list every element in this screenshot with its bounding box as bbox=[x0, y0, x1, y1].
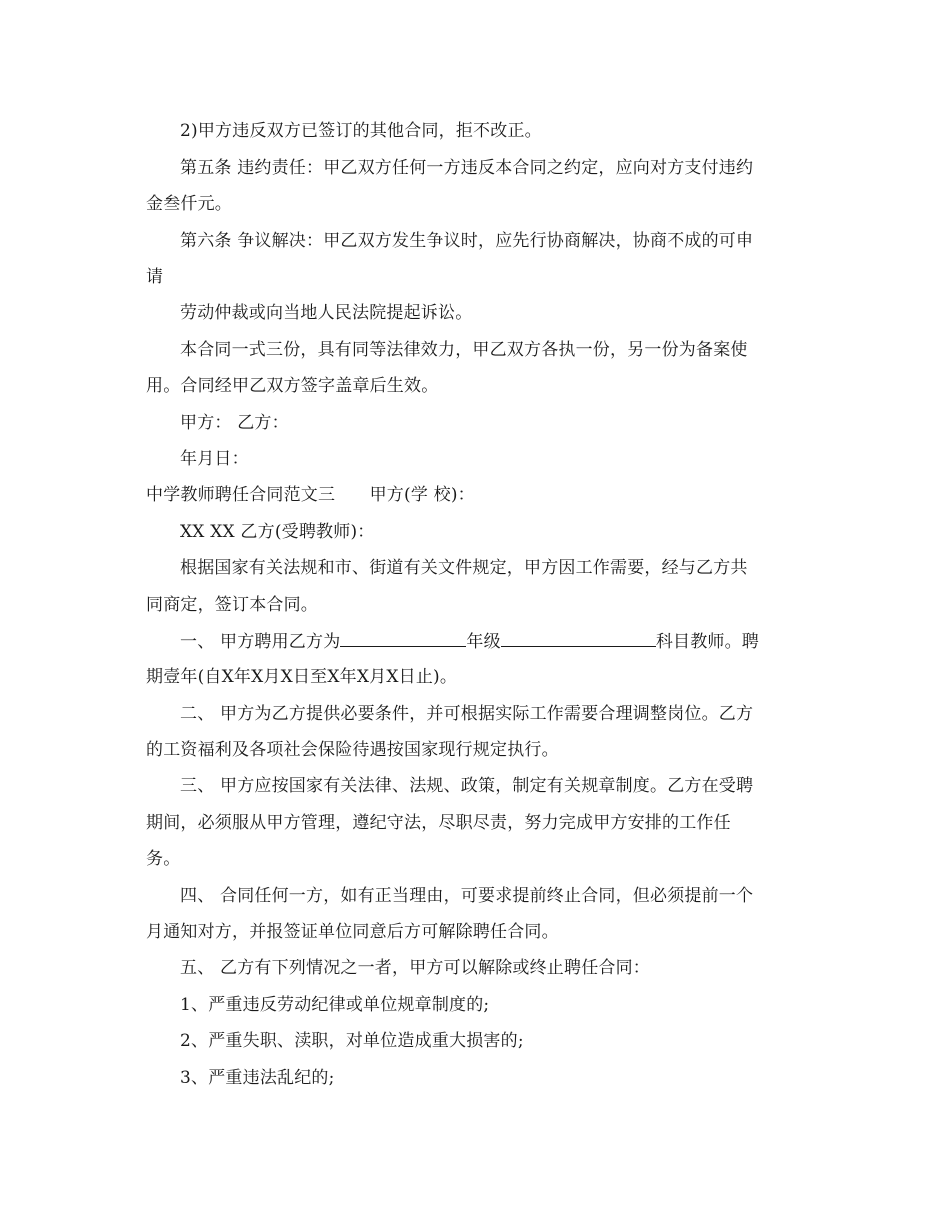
date-line: 年月日： bbox=[180, 449, 249, 469]
grade-blank bbox=[340, 630, 466, 647]
paragraph-line: 的工资福利及各项社会保险待遇按国家现行规定执行。 bbox=[146, 740, 559, 760]
paragraph-line-with-blanks bbox=[180, 630, 759, 653]
list-item: 2、严重失职、渎职，对单位造成重大损害的; bbox=[180, 1031, 524, 1051]
list-item: 1、严重违反劳动纪律或单位规章制度的; bbox=[180, 995, 490, 1015]
paragraph-line: 本合同一式三份，具有同等法律效力，甲乙双方各执一份，另一份为备案使 bbox=[180, 340, 748, 360]
paragraph-line: 月通知对方，并报签证单位同意后方可解除聘任合同。 bbox=[146, 922, 559, 942]
paragraph-line: 请 bbox=[146, 267, 164, 287]
subject-blank bbox=[501, 630, 656, 647]
paragraph-line: 2)甲方违反双方已签订的其他合同，拒不改正。 bbox=[180, 121, 542, 141]
section-title: 中学教师聘任合同范文三 甲方(学 校)： bbox=[146, 485, 475, 505]
clause-text: 科目教师。聘 bbox=[655, 632, 760, 652]
paragraph-line: 根据国家有关法规和市、街道有关文件规定，甲方因工作需要，经与乙方共 bbox=[180, 558, 748, 578]
paragraph-line: 四、 合同任何一方，如有正当理由，可要求提前终止合同，但必须提前一个 bbox=[180, 886, 754, 906]
paragraph-line: 三、 甲方应按国家有关法律、法规、政策，制定有关规章制度。乙方在受聘 bbox=[180, 776, 754, 796]
paragraph-line: 五、 乙方有下列情况之一者，甲方可以解除或终止聘任合同： bbox=[180, 958, 651, 978]
paragraph-line: 同商定，签订本合同。 bbox=[146, 595, 318, 615]
grade-label: 年级 bbox=[466, 632, 501, 652]
paragraph-line: 第六条 争议解决：甲乙双方发生争议时，应先行协商解决，协商不成的可申 bbox=[180, 231, 754, 251]
paragraph-line: 期壹年(自X年X月X日至X年X月X日止)。 bbox=[146, 667, 458, 687]
clause-text: 一、 甲方聘用乙方为 bbox=[180, 632, 341, 652]
paragraph-line: 二、 甲方为乙方提供必要条件，并可根据实际工作需要合理调整岗位。乙方 bbox=[180, 704, 754, 724]
signature-line: 甲方： 乙方： bbox=[180, 413, 289, 433]
paragraph-line: 务。 bbox=[146, 849, 181, 869]
paragraph-line: 金叁仟元。 bbox=[146, 194, 232, 214]
paragraph-line: 期间，必须服从甲方管理，遵纪守法，尽职尽责，努力完成甲方安排的工作任 bbox=[146, 813, 731, 833]
paragraph-line: 用。合同经甲乙双方签字盖章后生效。 bbox=[146, 376, 439, 396]
paragraph-line: 劳动仲裁或向当地人民法院提起诉讼。 bbox=[180, 303, 473, 323]
paragraph-line: 第五条 违约责任：甲乙双方任何一方违反本合同之约定，应向对方支付违约 bbox=[180, 158, 754, 178]
list-item: 3、严重违法乱纪的; bbox=[180, 1068, 335, 1088]
party-line: XX XX 乙方(受聘教师)： bbox=[180, 522, 375, 542]
